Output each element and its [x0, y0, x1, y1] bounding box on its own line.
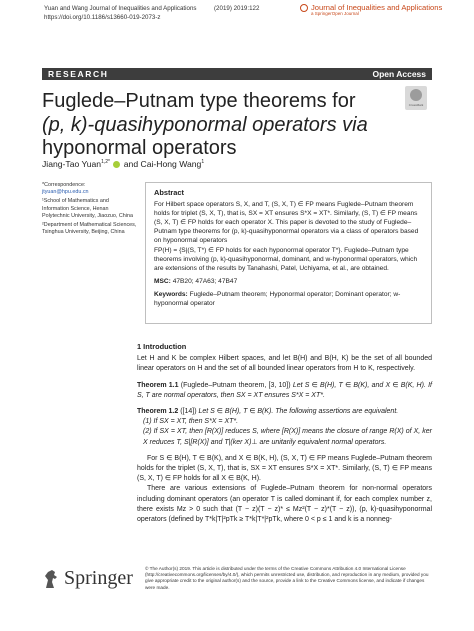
theorem-1-1-ref: (Fuglede–Putnam theorem, [3, 10]): [180, 381, 291, 389]
license-footnote: © The Author(s) 2019. This article is distributed under the terms of the Creative Commons Attribution 4.0 International License (http://creativecommons.org/licenses/by/4.0/), which permits unrestricted use, distribution, and reproduction in any medium, provided you give appropriate credit to the original author(s) and the source, provide a link to the Creative Commons license, and indicate if changes were made.: [145, 566, 429, 590]
springer-horse-icon: [42, 568, 60, 590]
intro-paragraph-3: There are various extensions of Fuglede–Putnam theorem for non-normal operators including dominant operators (an operator T is called dominant if, for each complex number z, there exists Mz > 0 such that (T − z)(T − z)* ≤ Mz²(T − z)*(T − z)), (p, k)-quasihyponormal operators (defined by T*k|T|²pTk ≥ T*k|T*|²pTk, where 0 < p ≤ 1 and k is a nonneg-: [137, 485, 432, 524]
abstract-box: [145, 182, 432, 324]
theorem-1-2-item-2: (2) If SX = XT, then [R(X)] reduces S, where [R(X)] means the closure of range R(X) of X, ker X reduces T, S|[R(X)] and T|(ker X)⊥ are unitarily equivalent normal operators.: [143, 428, 432, 446]
theorem-1-1-body: Let S ∈ B(H), T ∈ B(K), and X ∈ B(K, H). If S, T are normal operators, then SX = XT ensures S*X = XT*.: [137, 381, 432, 399]
theorem-1-1-label: Theorem 1.1: [137, 381, 179, 389]
abstract-paragraph-2: FP(H) = {S|(S, T*) ∈ FP holds for each hyponormal operator T*}. Fuglede–Putnam type theorems involving (p, k)-quasihyponormal, dominant, and w-hyponormal operators, which are extensions of the results by Tanahashi, Patel, Uchiyama, et al., are obtained.: [154, 246, 418, 272]
journal-logo-sub: a SpringerOpen Journal: [311, 11, 359, 16]
orcid-icon[interactable]: [113, 161, 120, 168]
introduction-section: [137, 342, 432, 525]
author-2[interactable]: and Cai-Hong Wang: [123, 159, 202, 169]
abstract-paragraph-1: For Hilbert space operators S, X, and T, (S, X, T) ∈ FP means Fuglede–Putnam theorem holds for triplet (S, X, T), that is, SX = XT ensures S*X = XT*. Similarly, (S, T) ∈ FP means (S, X, T) ∈ FP holds for each operator X. This paper is devoted to the study of Fuglede–Putnam type theorems for (p, k)-quasihyponormal operators via a class of operators based on hyponormal operators: [154, 201, 419, 245]
abstract-heading: Abstract: [154, 188, 184, 197]
author-2-sup: 1: [201, 159, 205, 166]
header-journal-info: [44, 5, 197, 22]
title-line-1: Fuglede–Putnam type theorems for: [42, 90, 356, 112]
banner-research: RESEARCH: [48, 69, 109, 79]
intro-heading: 1 Introduction: [137, 342, 187, 351]
msc-line: [154, 277, 423, 286]
msc-value: 47B20; 47A63; 47B47: [172, 277, 238, 285]
correspondence-email[interactable]: jtyuan@hpu.edu.cn: [42, 189, 89, 196]
title-line-2: (p, k)-quasihyponormal operators via: [42, 113, 368, 136]
keywords-label: Keywords:: [154, 290, 188, 298]
affiliation-1: ¹School of Mathematics and Information Science, Henan Polytechnic University, Jiaozuo, China: [42, 198, 133, 219]
theorem-1-2-ref: ([14]): [180, 408, 197, 416]
banner-open-access: Open Access: [372, 69, 426, 79]
author-1-sup: 1,2*: [101, 159, 110, 166]
msc-label: MSC:: [154, 277, 171, 285]
journal-line: Yuan and Wang Journal of Inequalities and Applications: [44, 5, 197, 12]
correspondence-label: *Correspondence:: [42, 182, 86, 188]
affiliations-sidebar: [42, 182, 137, 238]
theorem-1-2-item-1: (1) If SX = XT, then S*X = XT*.: [143, 418, 239, 426]
article-title: [42, 90, 397, 161]
journal-logo-text: Journal of Inequalities and Applications: [311, 3, 443, 12]
theorem-1-2: [137, 407, 432, 417]
springer-wordmark: Springer: [64, 567, 133, 589]
intro-paragraph-1: Let H and K be complex Hilbert spaces, and let B(H) and B(H, K) be the set of all bounded linear operators on H and the set of all bounded linear operators from H to K, respectively.: [137, 355, 432, 373]
keywords-line: [154, 290, 423, 308]
author-1[interactable]: Jiang-Tao Yuan: [42, 159, 102, 169]
springer-logo[interactable]: [42, 567, 133, 590]
theorem-1-1: [137, 381, 432, 401]
theorem-1-2-body: Let S ∈ B(H), T ∈ B(K). The following assertions are equivalent.: [198, 408, 399, 416]
year-article: (2019) 2019:122: [214, 5, 260, 12]
doi-link[interactable]: https://doi.org/10.1186/s13660-019-2073-z: [44, 13, 161, 21]
crossmark-icon: [410, 89, 422, 101]
crossmark-label: CrossMark: [408, 103, 424, 107]
author-list: [42, 159, 204, 169]
title-line-3: hyponormal operators: [42, 137, 237, 159]
crossmark-badge[interactable]: [405, 86, 427, 110]
journal-logo-icon: [300, 4, 308, 12]
research-banner: [42, 68, 432, 80]
intro-paragraph-2: For S ∈ B(H), T ∈ B(K), and X ∈ B(K, H), (S, X, T) ∈ FP means Fuglede–Putnam theorem holds for the triplet (S, X, T), that is, SX = XT ensures S*X = XT*. Similarly, (S, T) ∈ FP means (S, X, T) ∈ FP holds for all X ∈ B(K, H).: [137, 454, 432, 483]
journal-logo[interactable]: [300, 3, 442, 16]
affiliation-2: ²Department of Mathematical Sciences, Tsinghua University, Beijing, China: [42, 222, 137, 236]
theorem-1-2-label: Theorem 1.2: [137, 408, 179, 416]
keywords-value: Fuglede–Putnam theorem; Hyponormal operator; Dominant operator; w-hyponormal operator: [154, 290, 401, 308]
